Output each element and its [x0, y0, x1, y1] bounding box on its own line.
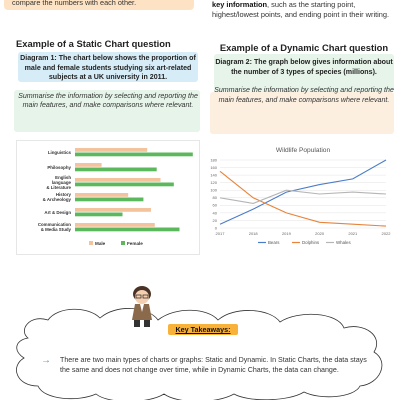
y-tick-label: 20	[212, 217, 217, 223]
dynamic-question-title: Example of a Dynamic Chart question	[219, 42, 389, 53]
line-chart-plot	[202, 142, 392, 254]
y-tick-label: 140	[210, 172, 217, 178]
bar-female	[75, 228, 180, 232]
bar-category-label: History & Archeology	[42, 192, 71, 202]
x-tick-label: 2020	[315, 231, 325, 236]
legend-swatch	[89, 241, 93, 245]
bar-category-label: Linguistics	[47, 149, 71, 155]
key-takeaways-label: Key Takeaways:	[175, 325, 231, 334]
y-tick-label: 100	[210, 187, 217, 193]
bar-male	[75, 148, 147, 152]
series-line-dolphins	[220, 171, 386, 226]
static-question-section	[16, 38, 200, 111]
bar-male	[75, 223, 155, 227]
bar-male	[75, 193, 128, 197]
x-tick-label: 2021	[348, 231, 358, 236]
bar-female	[75, 198, 143, 202]
takeaway-cloud	[8, 300, 392, 400]
intro-right-rest: , such as the starting point, highest/lowest points, and ending point in their writing.	[212, 0, 390, 19]
static-question-title: Example of a Static Chart question	[16, 38, 171, 49]
intro-right-text	[212, 0, 392, 20]
y-tick-label: 160	[210, 164, 217, 170]
key-takeaways-text: There are two main types of charts or graphs: Static and Dynamic. In Static Charts, the data stays the same and does not change over time, while in Dynamic Charts, the data can change.	[60, 356, 367, 375]
y-tick-label: 40	[212, 210, 217, 216]
bar-female	[75, 153, 193, 157]
bar-female	[75, 213, 123, 217]
bar-category-label: Philosophy	[47, 164, 71, 170]
legend-label: Whales	[336, 240, 351, 245]
bar-female	[75, 183, 174, 187]
intro-highlight	[4, 0, 194, 10]
legend-label: Male	[95, 240, 106, 246]
teacher-character	[124, 284, 160, 328]
legend-label: Dolphins	[302, 240, 320, 245]
x-tick-label: 2017	[215, 231, 225, 236]
static-bar-chart	[16, 140, 200, 255]
x-tick-label: 2018	[248, 231, 258, 236]
bar-female	[75, 168, 157, 172]
static-summary-text: Summarise the information by selecting and reporting the main features, and make comparisons where relevant.	[18, 91, 198, 110]
series-line-whales	[220, 190, 386, 203]
dynamic-summary-text: Summarise the information by selecting and reporting the main features, and make comparisons where relevant.	[214, 86, 394, 104]
dynamic-diagram-text: Diagram 2: The graph below gives information about the number of 3 types of species (millions).	[215, 58, 393, 76]
key-takeaways-badge	[168, 324, 238, 335]
legend-label: Bears	[268, 240, 280, 245]
bar-male	[75, 178, 161, 182]
dynamic-line-chart	[202, 142, 392, 254]
y-tick-label: 120	[210, 180, 217, 186]
key-information-text: key information	[212, 0, 268, 9]
bar-male	[75, 163, 102, 167]
legend-swatch	[121, 241, 125, 245]
y-tick-label: 60	[212, 202, 217, 208]
line-chart-title: Wildlife Population	[275, 147, 331, 154]
y-tick-label: 0	[214, 225, 217, 231]
bar-male	[75, 208, 151, 212]
bar-chart-plot	[17, 141, 201, 256]
dynamic-question-section	[214, 42, 394, 105]
x-tick-label: 2022	[381, 231, 391, 236]
x-tick-label: 2019	[281, 231, 291, 236]
bar-category-label: English language & Literature	[46, 174, 71, 190]
static-diagram-text: Diagram 1: The chart below shows the proportion of male and female students studying six art-related subjects at a UK university in 2011.	[20, 54, 196, 82]
y-tick-label: 80	[212, 195, 217, 201]
legend-label: Female	[127, 240, 143, 246]
bar-category-label: Art & Design	[44, 209, 71, 215]
y-tick-label: 180	[210, 157, 217, 163]
arrow-icon: →	[41, 355, 51, 366]
bar-category-label: Communication & Media Study	[37, 222, 71, 232]
intro-text: compare the numbers with each other.	[12, 0, 137, 7]
